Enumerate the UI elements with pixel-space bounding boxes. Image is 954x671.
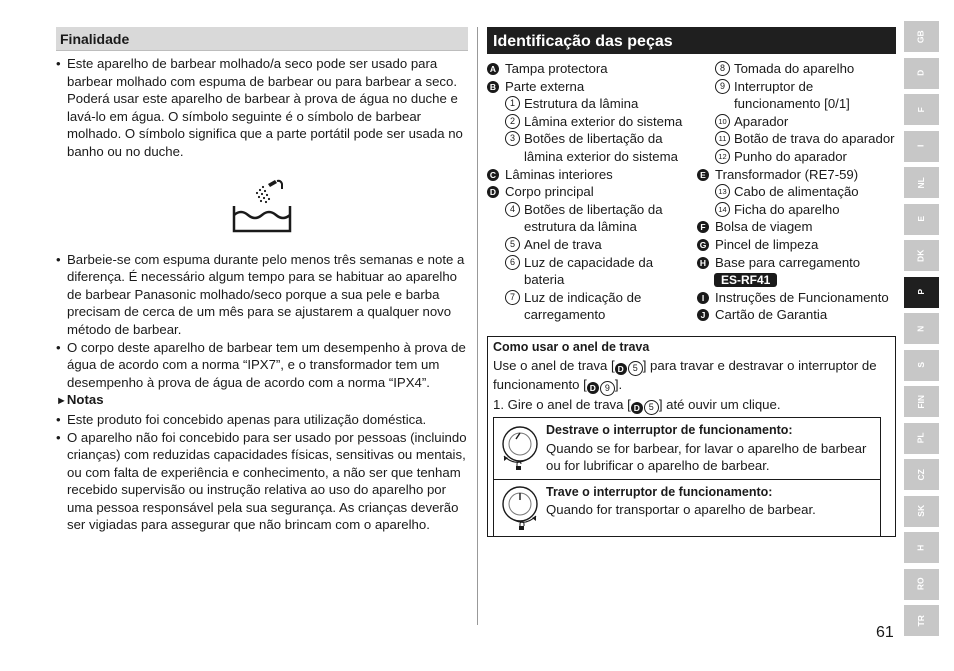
part-label: Botões de libertação da estrutura da lâmina: [524, 201, 663, 235]
language-tab-d[interactable]: [904, 58, 939, 89]
part-letter-marker: F: [697, 221, 709, 233]
part-number-marker: 14: [715, 202, 730, 217]
language-tab-label: PL: [915, 432, 926, 444]
part-item: [487, 130, 697, 165]
part-item: [487, 95, 697, 113]
part-letter-marker: H: [697, 257, 709, 269]
language-tab-label: F: [915, 106, 926, 113]
language-tab-label: DK: [915, 249, 926, 262]
language-tab-h[interactable]: [904, 532, 939, 563]
lock-description: Quando for transportar o aparelho de barbear.: [546, 502, 816, 518]
language-tab-label: P: [915, 289, 926, 295]
notes-marker-icon: ►: [56, 395, 67, 408]
part-letter-marker: E: [697, 169, 709, 181]
language-tabs: [904, 21, 939, 642]
unlock-box: [493, 417, 881, 480]
part-label: Instruções de Funcionamento: [715, 289, 889, 305]
language-tab-pl[interactable]: [904, 423, 939, 454]
part-letter-marker: C: [487, 169, 499, 181]
part-label: Luz de indicação de carregamento: [524, 289, 642, 323]
part-item: [697, 289, 896, 307]
part-item: [697, 60, 896, 78]
model-badge-row: [697, 271, 896, 289]
language-tab-gb[interactable]: [904, 21, 939, 52]
part-number-marker: 1: [505, 96, 520, 111]
part-label: Estrutura da lâmina: [524, 96, 639, 112]
model-badge: ES-RF41: [714, 273, 777, 287]
language-tab-nl[interactable]: [904, 167, 939, 198]
lock-text: [546, 480, 816, 536]
language-tab-label: D: [915, 69, 926, 77]
part-number-marker: 8: [715, 61, 730, 76]
language-tab-label: RO: [915, 577, 926, 591]
part-label: Interruptor de funcionamento [0/1]: [734, 78, 850, 112]
part-number-marker: 13: [715, 184, 730, 199]
part-letter-marker: D: [487, 186, 499, 198]
lock-box: [493, 480, 881, 537]
notes-list: [56, 411, 468, 534]
unlock-ring-icon: [498, 420, 542, 476]
part-item: [697, 218, 896, 236]
language-tab-label: S: [915, 362, 926, 368]
part-label: Ficha do aparelho: [734, 201, 840, 217]
language-tab-e[interactable]: [904, 204, 939, 235]
part-item: [697, 130, 896, 148]
parts-list: [487, 60, 896, 324]
part-label: Tampa protectora: [505, 61, 608, 76]
ref-d9: D 9: [587, 381, 615, 396]
language-tab-ro[interactable]: [904, 569, 939, 600]
lock-ring-illustration: [494, 480, 546, 536]
language-tab-tr[interactable]: [904, 605, 939, 636]
part-item: [487, 113, 697, 131]
ref-d5-step: D 5: [631, 400, 659, 415]
lock-ring-icon: [498, 480, 542, 536]
part-item: [697, 306, 896, 324]
part-number-marker: 6: [505, 255, 520, 270]
purpose-bullets: [56, 55, 468, 161]
part-label: Tomada do aparelho: [734, 61, 855, 76]
part-label: Aparador: [734, 113, 789, 129]
part-item: [487, 60, 697, 78]
purpose-section: [56, 27, 468, 534]
language-tab-label: GB: [915, 30, 926, 43]
part-number-marker: 7: [505, 290, 520, 305]
page-number: 61: [876, 624, 894, 641]
part-item: [487, 254, 697, 289]
bullet-item: • Este produto foi concebido apenas para utilização doméstica.: [56, 411, 468, 429]
part-item: [697, 236, 896, 254]
part-number-marker: 5: [505, 237, 520, 252]
column-divider: [477, 27, 478, 625]
unlock-text: [546, 418, 880, 479]
part-item: [487, 236, 697, 254]
language-tab-label: N: [915, 325, 926, 332]
usage-step-1: 1. Gire o anel de trava [ D 5 ] até ouvir um clique.: [493, 396, 890, 416]
part-item: [697, 166, 896, 184]
lock-title: Trave o interruptor de funcionamento:: [546, 484, 773, 499]
part-number-marker: 12: [715, 149, 730, 164]
bullet-item: • O corpo deste aparelho de barbear tem um desempenho à prova de água de acordo com a norma “IPX7”, e o transformador tem um desempenho à prova de água de acordo com a norma “IPX4”.: [56, 339, 468, 392]
language-tab-p[interactable]: [904, 277, 939, 308]
part-letter-marker: G: [697, 239, 709, 251]
part-item: [487, 183, 697, 201]
language-tab-f[interactable]: [904, 94, 939, 125]
part-letter-marker: A: [487, 63, 499, 75]
notes-heading: ►Notas: [56, 392, 104, 408]
part-label: Pincel de limpeza: [715, 236, 819, 252]
part-label: Cabo de alimentação: [734, 184, 859, 200]
part-label: Lâmina exterior do sistema: [524, 113, 683, 129]
part-label: Transformador (RE7-59): [715, 166, 859, 182]
language-tab-sk[interactable]: [904, 496, 939, 527]
language-tab-n[interactable]: [904, 313, 939, 344]
language-tab-fin[interactable]: [904, 386, 939, 417]
lock-ring-usage-box: [487, 336, 896, 537]
part-item: [697, 148, 896, 166]
parts-column-1: [487, 60, 697, 324]
language-tab-label: SK: [915, 505, 926, 517]
part-label: Lâminas interiores: [505, 166, 613, 182]
part-number-marker: 3: [505, 131, 520, 146]
part-label: Botão de trava do aparador: [734, 131, 895, 147]
language-tab-s[interactable]: [904, 350, 939, 381]
part-label: Luz de capacidade da bateria: [524, 254, 654, 288]
part-item: [697, 201, 896, 219]
language-tab-label: E: [915, 216, 926, 222]
part-number-marker: 2: [505, 114, 520, 129]
part-number-marker: 9: [715, 79, 730, 94]
language-tab-i[interactable]: [904, 131, 939, 162]
unlock-title: Destrave o interruptor de funcionamento:: [546, 423, 793, 438]
bullet-item: • Este aparelho de barbear molhado/a seco pode ser usado para barbear molhado com espuma de barbear ou para barbear a seco. Poderá usar este aparelho de barbear à prova de água no duche e lavá-lo em água. O símbolo seguinte é o símbolo de barbear molhado. O símbolo significa que a parte portátil pode ser usada no banho ou no duche.: [56, 55, 468, 161]
language-tab-label: NL: [915, 176, 926, 189]
language-tab-cz[interactable]: [904, 459, 939, 490]
section-heading-parts: Identificação das peças: [487, 27, 896, 54]
part-number-marker: 4: [505, 202, 520, 217]
part-item: [697, 78, 896, 113]
part-letter-marker: B: [487, 81, 499, 93]
parts-section: [487, 27, 896, 518]
part-label: Botões de libertação da lâmina exterior do sistema: [524, 131, 678, 164]
parts-column-2: [697, 60, 896, 324]
part-label: Cartão de Garantia: [715, 307, 828, 323]
bullet-item: • O aparelho não foi concebido para ser usado por pessoas (incluindo crianças) com reduzidas capacidades físicas, sensitivas ou mentais, ou com falta de experiência e conhecimento, a não ser que tenham recebido supervisão ou instrução relativa ao uso do aparelho por uma pessoa responsável pela sua segurança. As crianças deverão ser vigiadas para assegurar que não brincam com o aparelho.: [56, 429, 468, 535]
part-item: [487, 201, 697, 236]
part-letter-marker: J: [697, 309, 709, 321]
unlock-description: Quando se for barbear, for lavar o aparelho de barbear ou for lubrificar o aparelho de barbear.: [546, 440, 867, 474]
usage-title: Como usar o anel de trava: [493, 340, 650, 354]
part-label: Punho do aparador: [734, 148, 847, 164]
usage-intro: Use o anel de trava [ D 5 ] para travar e destravar o interruptor de funcionamento [ D 9 ].: [493, 357, 890, 396]
shaving-bullets: [56, 251, 468, 392]
wet-shaving-symbol: [56, 161, 468, 251]
part-label: Bolsa de viagem: [715, 219, 813, 235]
part-label: Corpo principal: [505, 184, 594, 200]
language-tab-label: CZ: [915, 468, 926, 481]
part-number-marker: 10: [715, 114, 730, 129]
shower-bath-icon: [230, 178, 294, 234]
part-number-marker: 11: [715, 131, 730, 146]
language-tab-label: FIN: [915, 394, 926, 409]
unlock-ring-illustration: [494, 418, 546, 479]
language-tab-label: TR: [915, 614, 926, 627]
section-heading-purpose: Finalidade: [56, 27, 468, 51]
part-item: [487, 166, 697, 184]
part-item: [697, 254, 896, 272]
part-item: [487, 78, 697, 96]
part-letter-marker: I: [697, 292, 709, 304]
language-tab-label: H: [915, 544, 926, 551]
part-item: [697, 113, 896, 131]
part-label: Base para carregamento: [715, 254, 861, 270]
part-item: [697, 183, 896, 201]
ref-d5: D 5: [615, 361, 643, 376]
bullet-item: • Barbeie-se com espuma durante pelo menos três semanas e note a diferença. É necessário algum tempo para se habituar ao aparelho de barbear Panasonic molhado/seco porque a sua pele e barba precisam de cerca de um mês para se ajustarem a qualquer novo método de barbear.: [56, 251, 468, 339]
part-item: [487, 289, 697, 324]
part-label: Anel de trava: [524, 236, 602, 252]
language-tab-label: I: [915, 144, 926, 148]
part-label: Parte externa: [505, 78, 585, 94]
language-tab-dk[interactable]: [904, 240, 939, 271]
